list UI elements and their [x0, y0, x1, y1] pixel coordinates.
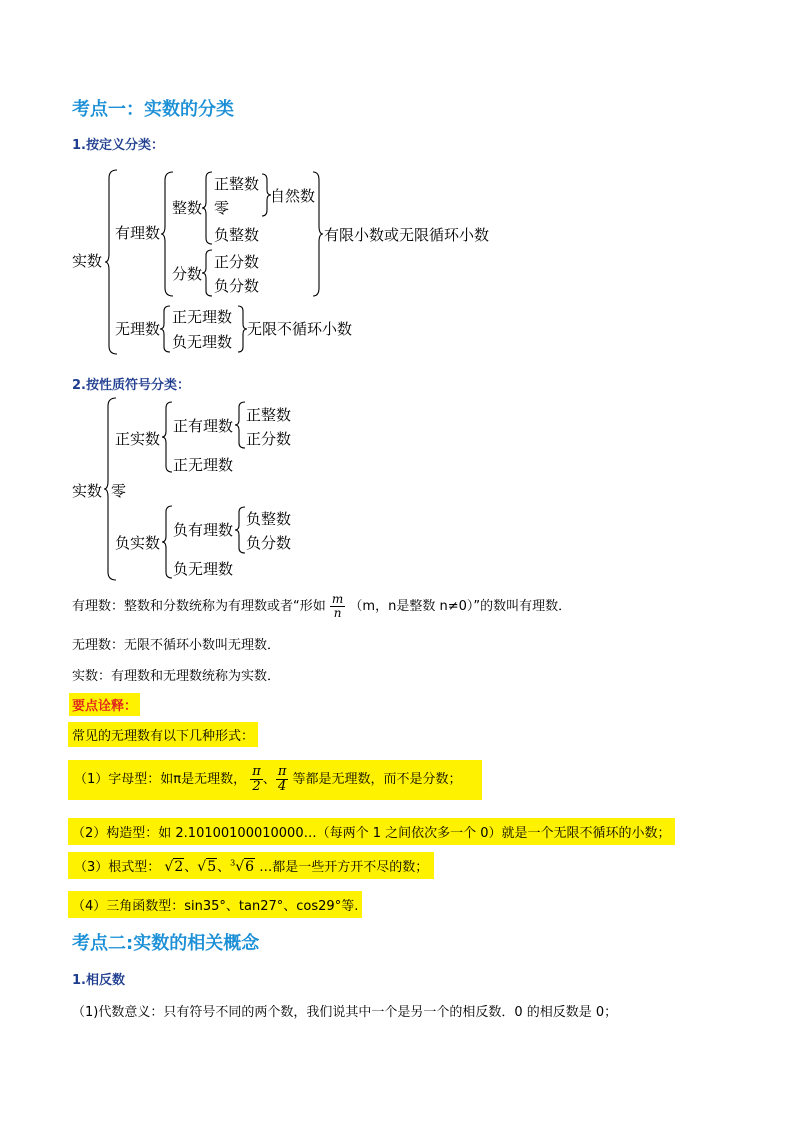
label-positive-fraction-2: 正分数 [246, 430, 292, 448]
fraction-numerator: π [277, 763, 287, 779]
separator: 、 [184, 860, 198, 875]
fraction-numerator: m [331, 591, 344, 606]
subheading-by-definition: 1.按定义分类： [72, 138, 164, 153]
fraction-pi-over-2 [250, 765, 263, 795]
label-irrational: 无理数 [115, 320, 161, 338]
label-positive-integer: 正整数 [214, 175, 260, 193]
label-positive-irrational: 正无理数 [172, 308, 233, 326]
label-negative-irrational: 负无理数 [172, 333, 233, 351]
label-real-2: 实数 [72, 482, 103, 500]
radical-cbrt-6: $^3$√6 [230, 858, 255, 875]
label-real: 实数 [72, 252, 103, 270]
fraction-m-over-n [330, 593, 345, 620]
section-title: 考点一：实数的分类 [72, 99, 234, 120]
separator: 、 [217, 860, 231, 875]
label-positive-irrational-2: 正无理数 [173, 456, 234, 474]
label-rational: 有理数 [115, 224, 161, 242]
definition-real: 实数：有理数和无理数统称为实数． [72, 669, 281, 684]
form3-pre: （3）根式型： [74, 860, 161, 875]
brace-integer [202, 172, 214, 244]
definition-irrational: 无理数：无限不循环小数叫无理数． [72, 638, 281, 653]
label-positive-integer-2: 正整数 [246, 406, 292, 424]
separator: 、 [262, 772, 276, 787]
label-zero: 零 [214, 199, 230, 217]
label-negative-rational: 负有理数 [173, 521, 234, 539]
label-natural-number: 自然数 [270, 187, 316, 205]
form1-pre: （1）字母型：如π是无理数， [74, 772, 247, 787]
radical-sqrt-5: √5 [197, 859, 217, 875]
radicand: 2 [174, 859, 184, 875]
key-points-label: 要点诠释： [69, 693, 140, 716]
radical-index: 3 [230, 858, 236, 868]
label-positive-fraction: 正分数 [214, 253, 260, 271]
subheading-by-sign: 2.按性质符号分类： [72, 378, 190, 393]
label-integer: 整数 [172, 199, 203, 217]
opposite-number-definition: （1)代数意义：只有符号不同的两个数，我们说其中一个是另一个的相反数．0 的相反数是 0； [72, 1005, 618, 1020]
radical-sqrt-2: √2 [164, 859, 184, 875]
label-positive-real: 正实数 [115, 430, 161, 448]
form1-post: 等都是无理数，而不是分数； [292, 772, 462, 787]
label-fraction: 分数 [172, 265, 203, 283]
label-positive-rational: 正有理数 [173, 417, 234, 435]
section2-title: 考点二:实数的相关概念 [72, 933, 260, 954]
form-trig-type: （4）三角函数型：sin35°、tan27°、cos29°等. [68, 891, 362, 918]
definition-rational-pre: 有理数：整数和分数统称为有理数或者“形如 [72, 599, 326, 614]
radicand: 6 [245, 859, 255, 875]
form-letter-type [68, 760, 482, 800]
form-radical-type [68, 852, 434, 879]
form3-post: …都是一些开方开不尽的数； [259, 860, 429, 875]
brace-irrational [160, 306, 172, 352]
fraction-numerator: π [252, 763, 261, 779]
subheading-opposite-number: 1.相反数 [72, 973, 125, 988]
fraction-denominator: 4 [277, 779, 287, 794]
label-irrational-description: 无限不循环小数 [247, 320, 353, 338]
label-negative-real: 负实数 [115, 534, 161, 552]
label-zero-2: 零 [111, 482, 127, 500]
fraction-pi-over-4 [276, 765, 289, 795]
definition-rational [72, 591, 571, 623]
definition-rational-post: （m，n是整数 n≠0）”的数叫有理数． [349, 599, 572, 614]
radicand: 5 [207, 859, 217, 875]
label-rational-description: 有限小数或无限循环小数 [324, 226, 490, 244]
form-construct-type: （2）构造型：如 2.10100100010000…（每两个 1 之间依次多一个 0）就是一个无限不循环的小数； [68, 818, 675, 845]
brace-fraction [202, 250, 214, 296]
fraction-denominator: 2 [252, 779, 261, 794]
label-negative-irrational-2: 负无理数 [173, 560, 234, 578]
forms-intro: 常见的无理数有以下几种形式： [68, 722, 258, 747]
label-negative-integer-2: 负整数 [246, 510, 292, 528]
fraction-denominator: n [333, 606, 342, 620]
label-negative-fraction-2: 负分数 [246, 534, 292, 552]
label-negative-integer: 负整数 [214, 226, 260, 244]
label-negative-fraction: 负分数 [214, 277, 260, 295]
